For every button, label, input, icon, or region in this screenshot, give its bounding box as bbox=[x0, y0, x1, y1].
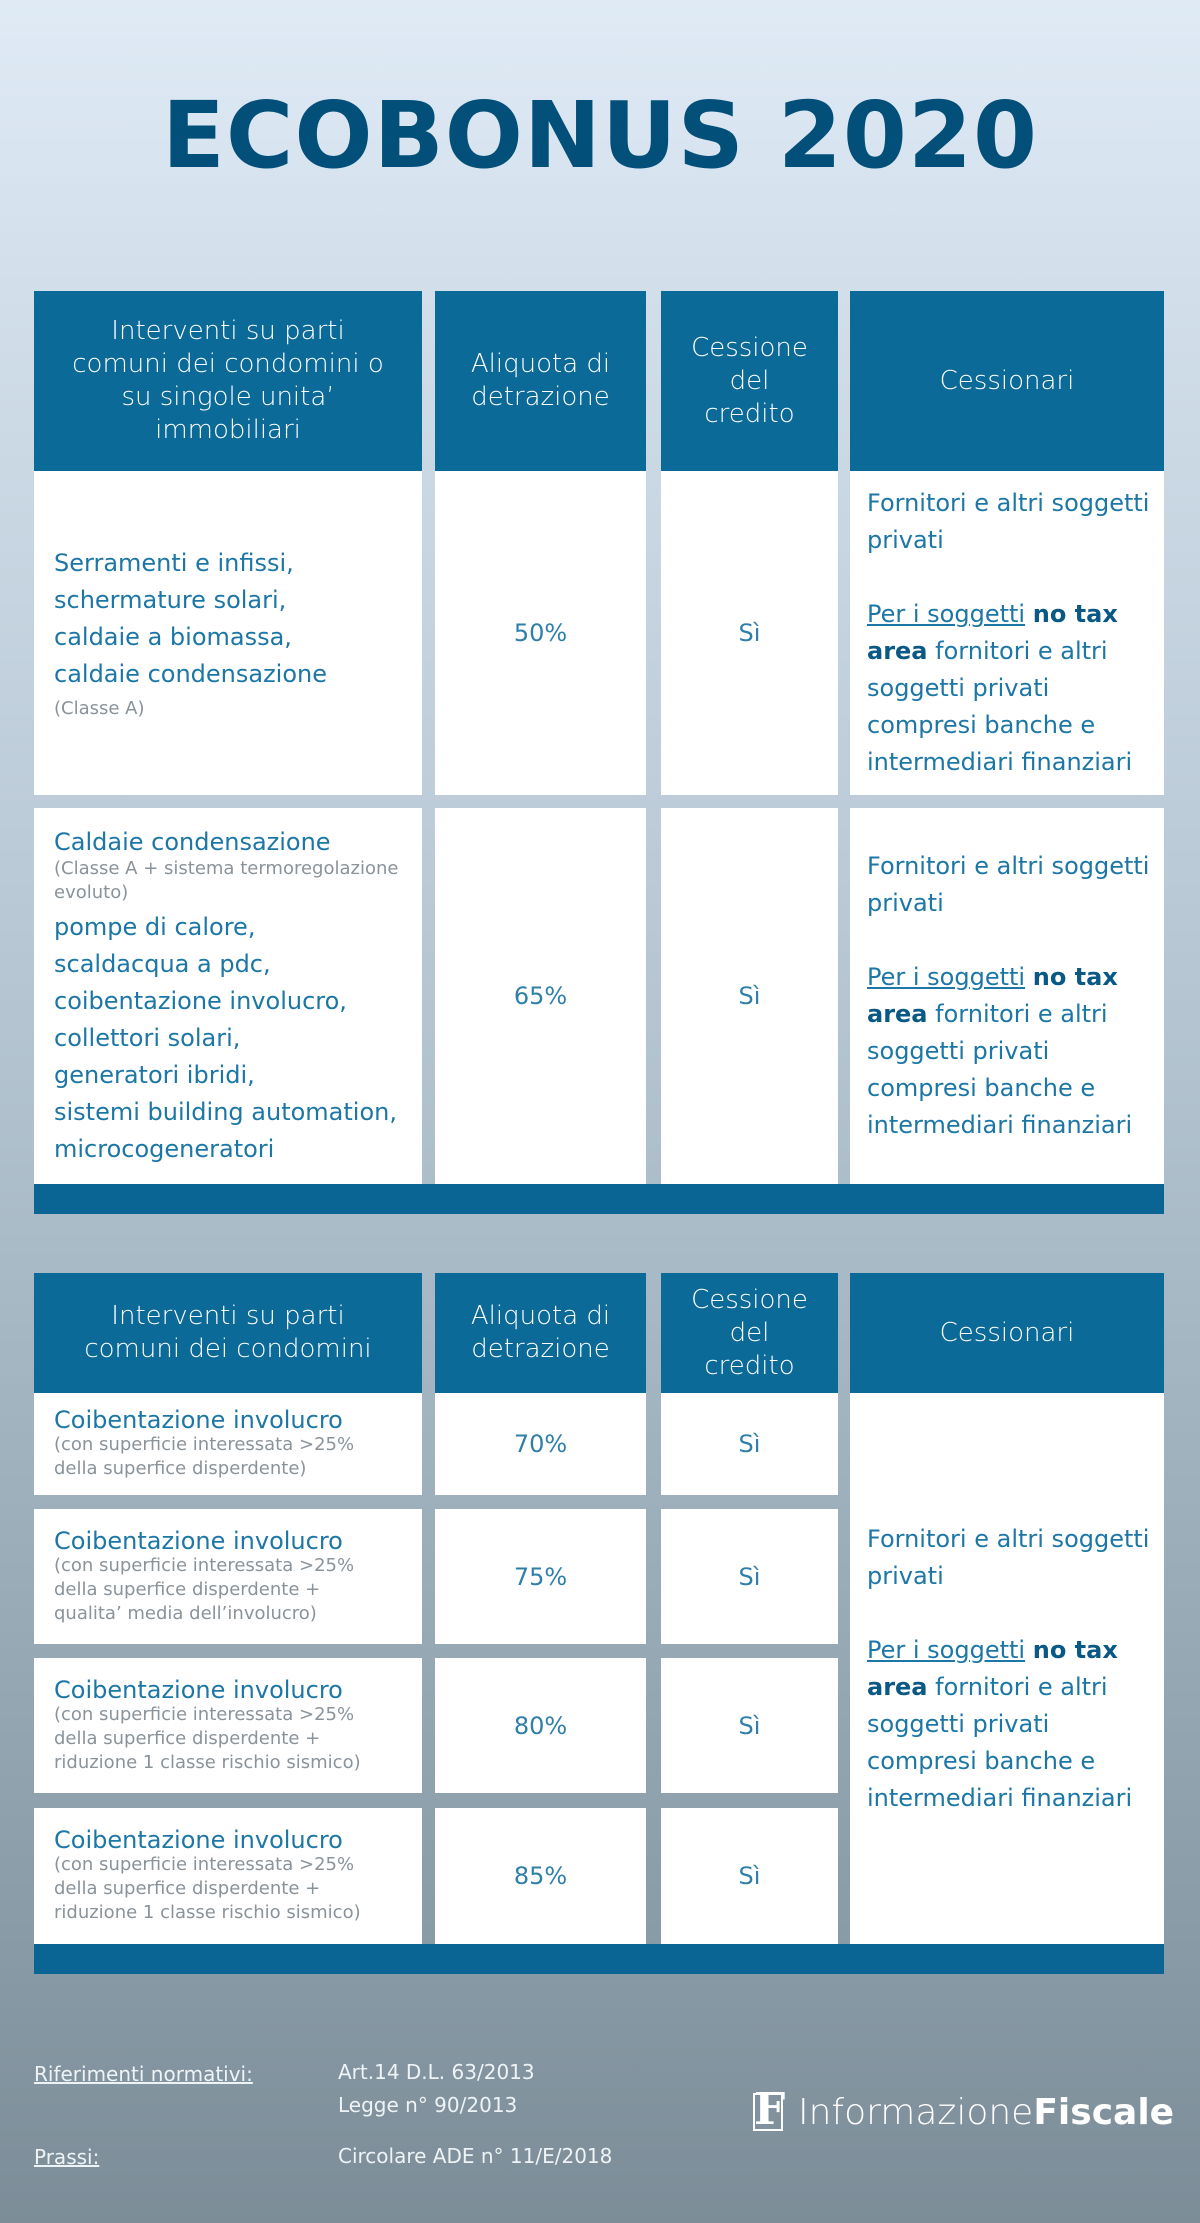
table1-row2-aliquota: 65% bbox=[435, 808, 646, 1184]
row-title: Caldaie condensazione bbox=[54, 828, 331, 856]
list-item: caldaie condensazione bbox=[54, 660, 328, 688]
table1-row2-cessionari bbox=[850, 808, 1164, 1184]
table1-header-aliquota: Aliquota di detrazione bbox=[435, 291, 646, 471]
table2-header-cessionari: Cessionari bbox=[850, 1273, 1164, 1393]
list-item: Serramenti e infissi, bbox=[54, 549, 294, 577]
list-item: pompe di calore, bbox=[54, 913, 256, 941]
table2-row2-aliquota: 75% bbox=[435, 1509, 646, 1644]
riferimento-1: Art.14 D.L. 63/2013 bbox=[338, 2060, 535, 2084]
cessionari-line1: Fornitori e altri soggetti privati bbox=[867, 852, 1150, 917]
list-item: sistemi building automation, bbox=[54, 1098, 397, 1126]
cessionari-rest: fornitori e altri soggetti privati compresi banche e intermediari finanziari bbox=[867, 637, 1133, 776]
cessionari-detail bbox=[867, 596, 1164, 781]
table1-row2-interventi bbox=[34, 808, 422, 1184]
note: (con superficie interessata >25% della superfice disperdente + riduzione 1 classe rischio sismico) bbox=[54, 1703, 361, 1773]
table2-row4-cessione: Sì bbox=[661, 1808, 838, 1944]
table2-row1-aliquota: 70% bbox=[435, 1393, 646, 1495]
row-title: Coibentazione involucro bbox=[54, 1526, 343, 1555]
row-title: Coibentazione involucro bbox=[54, 1675, 343, 1704]
table2-row3-aliquota: 80% bbox=[435, 1658, 646, 1793]
informazione-fiscale-logo[interactable] bbox=[748, 2084, 1175, 2135]
cessionari-detail bbox=[867, 959, 1164, 1144]
list-item: microcogeneratori bbox=[54, 1135, 275, 1163]
page-title: ECOBONUS 2020 bbox=[162, 82, 1038, 189]
table1-row1-interventi bbox=[34, 471, 422, 795]
cessionari-detail bbox=[867, 1632, 1164, 1817]
list-item: scaldacqua a pdc, bbox=[54, 950, 271, 978]
table2-footer-bar bbox=[34, 1944, 1164, 1974]
table1-row1-cessione: Sì bbox=[661, 471, 838, 795]
table1-row1-cessionari bbox=[850, 471, 1164, 795]
note: (con superficie interessata >25% della superfice disperdente + qualita’ media dell’involucro) bbox=[54, 1554, 355, 1624]
soggetti-link[interactable]: Per i soggetti bbox=[867, 1635, 1026, 1664]
table1-row1-aliquota: 50% bbox=[435, 471, 646, 795]
row-title: Coibentazione involucro bbox=[54, 1826, 343, 1854]
table2-header-interventi: Interventi su parti comuni dei condomini bbox=[34, 1273, 422, 1393]
list-item: caldaie a biomassa, bbox=[54, 623, 292, 651]
table1-footer-bar bbox=[34, 1184, 1164, 1214]
row-title: Coibentazione involucro bbox=[54, 1406, 343, 1434]
table2-row1-interventi bbox=[34, 1393, 422, 1495]
list-item: schermature solari, bbox=[54, 586, 287, 614]
riferimenti-label[interactable]: Riferimenti normativi: bbox=[34, 2062, 253, 2086]
cessionari-rest: fornitori e altri soggetti privati compresi banche e intermediari finanziari bbox=[867, 1672, 1133, 1812]
table2-row1-cessione: Sì bbox=[661, 1393, 838, 1495]
table1-header-cessione: Cessione del credito bbox=[661, 291, 838, 471]
riferimenti-values bbox=[338, 2056, 535, 2122]
prassi-value: Circolare ADE n° 11/E/2018 bbox=[338, 2144, 613, 2168]
list-item: collettori solari, bbox=[54, 1024, 241, 1052]
table2-row3-interventi bbox=[34, 1658, 422, 1793]
table2-row3-cessione: Sì bbox=[661, 1658, 838, 1793]
table2-row4-interventi bbox=[34, 1808, 422, 1944]
riferimento-2: Legge n° 90/2013 bbox=[338, 2093, 518, 2117]
table2-row4-aliquota: 85% bbox=[435, 1808, 646, 1944]
list-item: generatori ibridi, bbox=[54, 1061, 255, 1089]
table2-row2-interventi bbox=[34, 1509, 422, 1644]
cessionari-rest: fornitori e altri soggetti privati compresi banche e intermediari finanziari bbox=[867, 1000, 1133, 1139]
note: (Classe A + sistema termoregolazione evoluto) bbox=[54, 858, 399, 903]
table2-header-aliquota: Aliquota di detrazione bbox=[435, 1273, 646, 1393]
no-tax-area: no tax area bbox=[867, 1635, 1118, 1701]
prassi-label[interactable]: Prassi: bbox=[34, 2145, 100, 2169]
note: (Classe A) bbox=[54, 698, 145, 719]
table1-header-interventi: Interventi su parti comuni dei condomini o su singole unita’ immobiliari bbox=[34, 291, 422, 471]
table1-header-cessionari: Cessionari bbox=[850, 291, 1164, 471]
table2-header-cessione: Cessione del credito bbox=[661, 1273, 838, 1393]
table1-row2-cessione: Sì bbox=[661, 808, 838, 1184]
table2-row2-cessione: Sì bbox=[661, 1509, 838, 1644]
logo-f-icon: F bbox=[754, 2084, 786, 2135]
table2-cessionari bbox=[850, 1393, 1164, 1944]
soggetti-link[interactable]: Per i soggetti bbox=[867, 600, 1026, 628]
note: (con superficie interessata >25% della superfice disperdente + riduzione 1 classe rischio sismico) bbox=[54, 1854, 361, 1923]
soggetti-link[interactable]: Per i soggetti bbox=[867, 963, 1026, 991]
logo-text-bold: Fiscale bbox=[1033, 2091, 1175, 2133]
logo-text-light: Informazione bbox=[798, 2091, 1034, 2133]
cessionari-line1: Fornitori e altri soggetti privati bbox=[867, 489, 1150, 554]
no-tax-area: no tax area bbox=[867, 963, 1118, 1028]
cessionari-line1: Fornitori e altri soggetti privati bbox=[867, 1524, 1150, 1590]
list-item: coibentazione involucro, bbox=[54, 987, 347, 1015]
note: (con superficie interessata >25% della superfice disperdente) bbox=[54, 1434, 355, 1479]
no-tax-area: no tax area bbox=[867, 600, 1118, 665]
